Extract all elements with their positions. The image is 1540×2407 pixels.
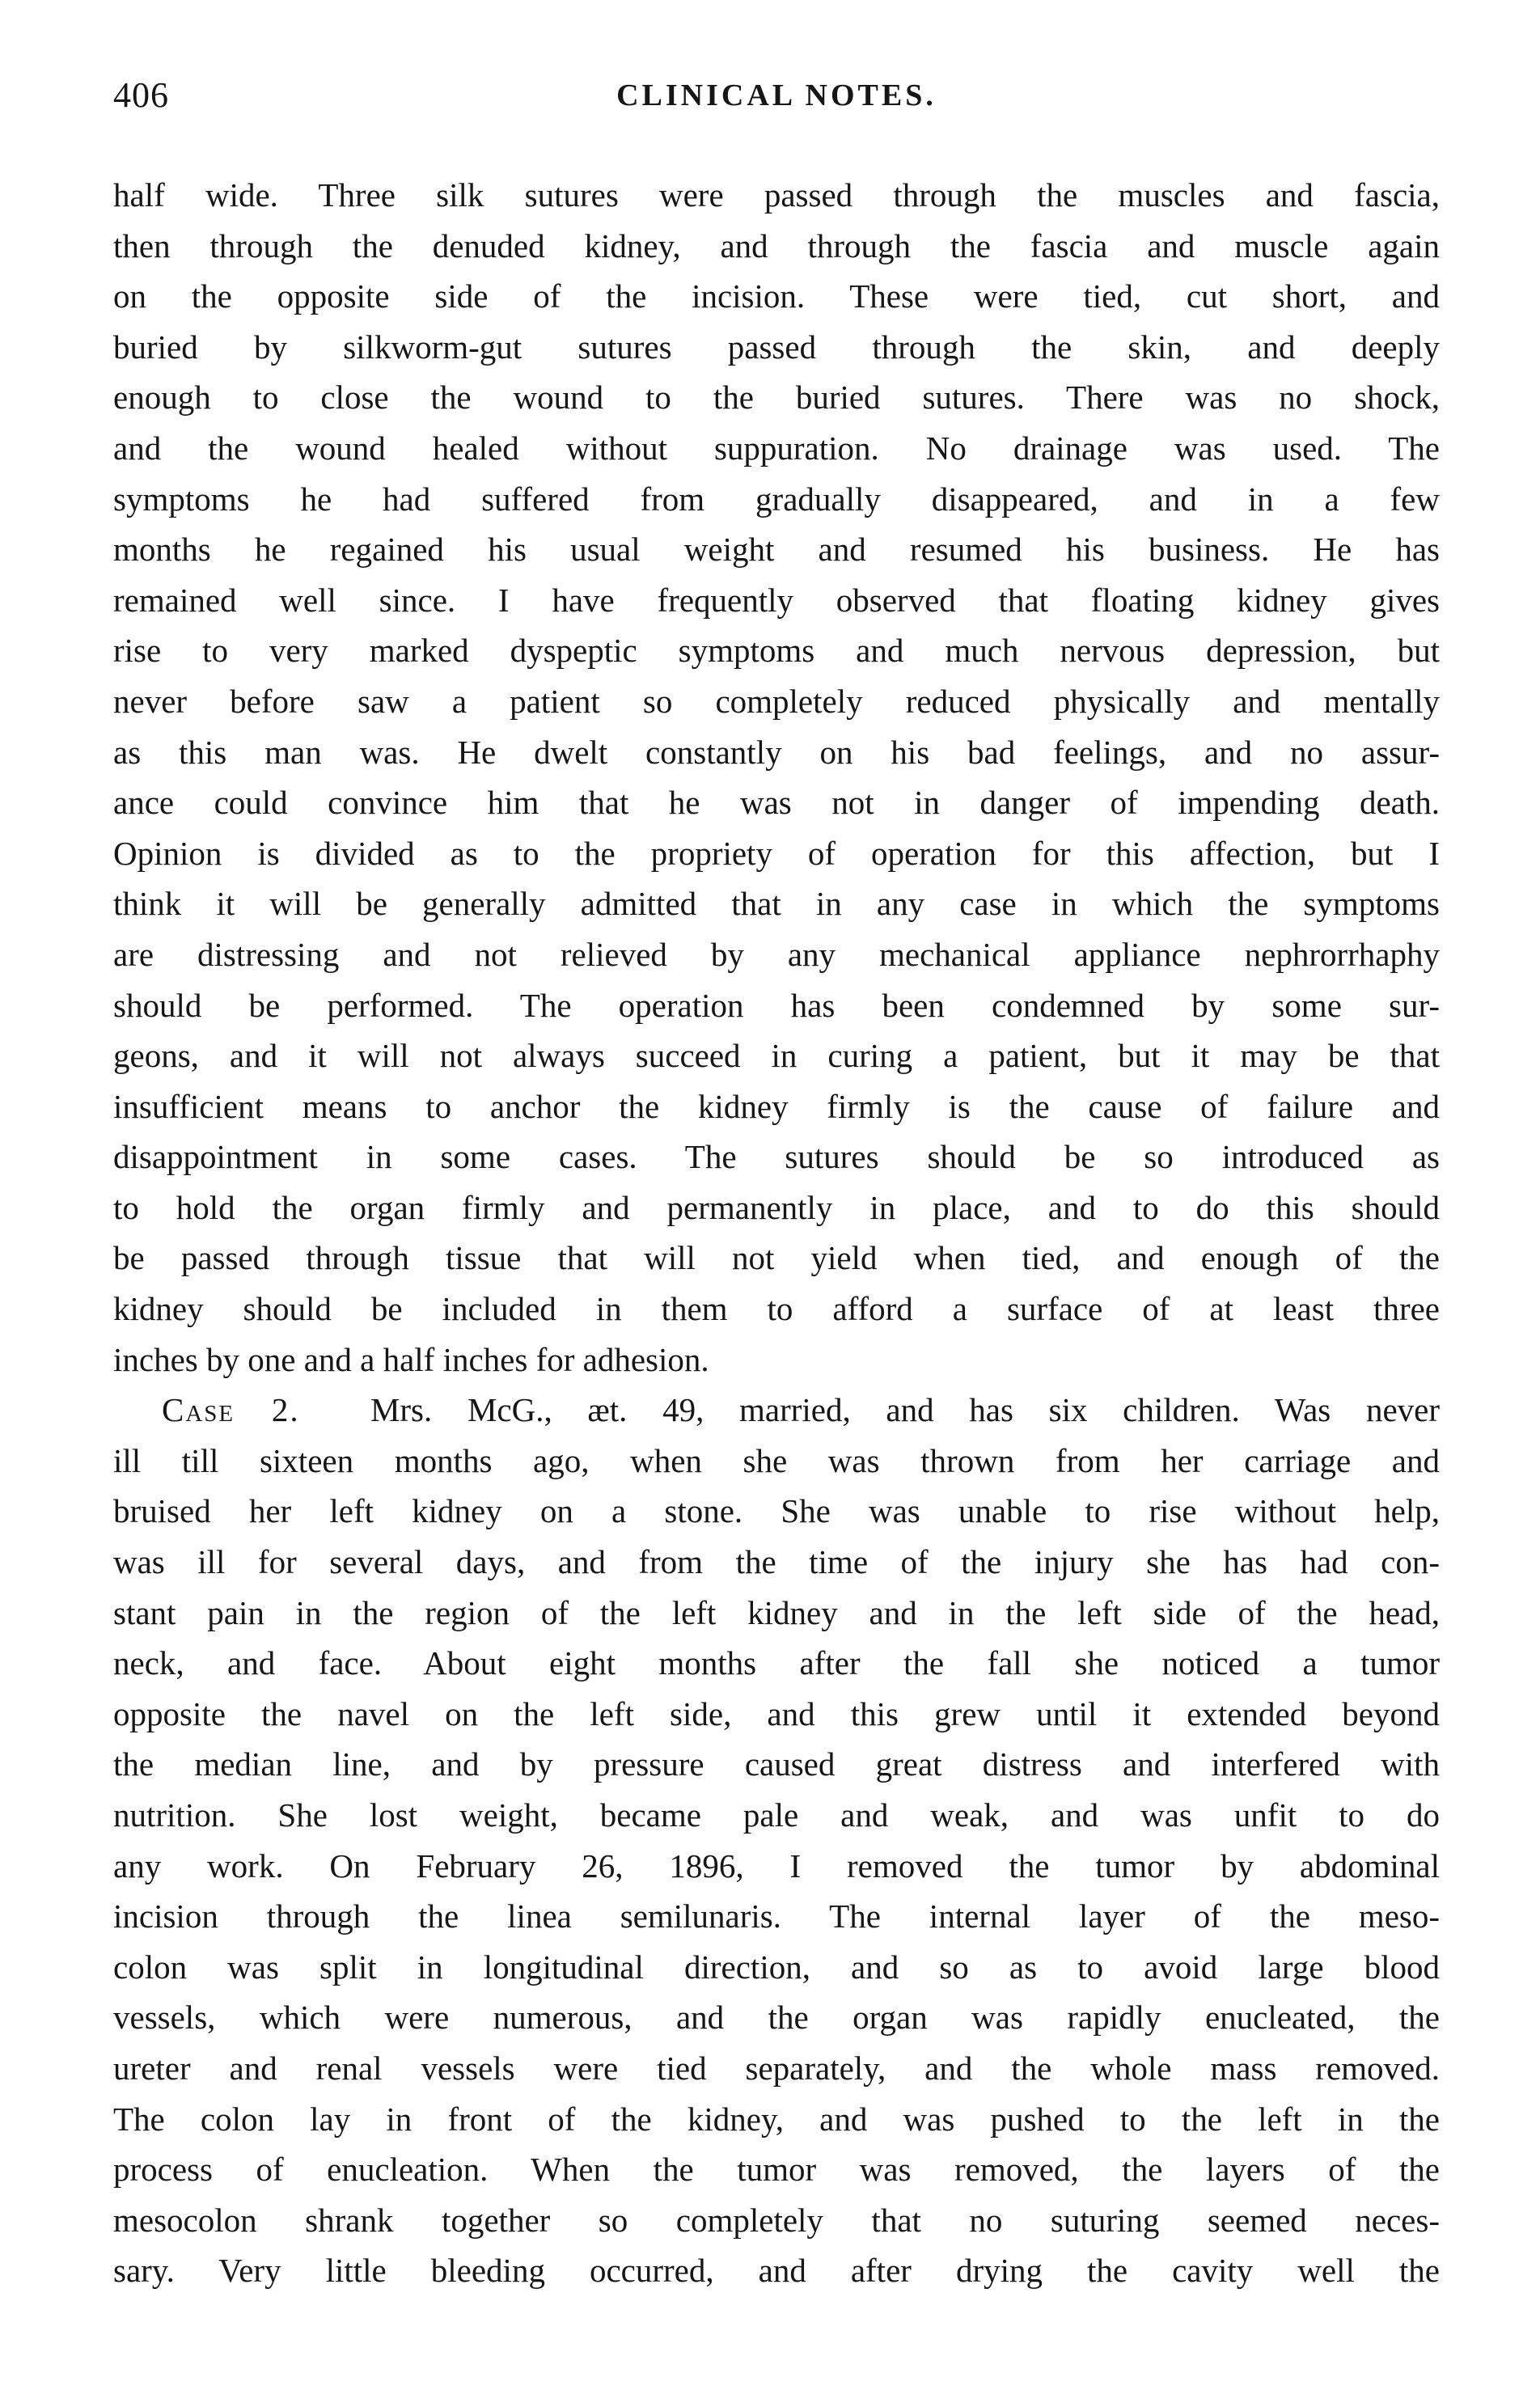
text-line: colon was split in longitudinal direction, and so as to avoid large blood [113, 1948, 1440, 1986]
text-line: ureter and renal vessels were tied separately, and the whole mass removed. [113, 2049, 1440, 2087]
text-line: on the opposite side of the incision. These were tied, cut short, and [113, 277, 1440, 315]
page-header [113, 71, 1440, 120]
text-line: then through the denuded kidney, and through the fascia and muscle again [113, 226, 1440, 264]
text-line: vessels, which were numerous, and the organ was rapidly enucleated, the [113, 1999, 1440, 2037]
text-line: never before saw a patient so completely reduced physically and mentally [113, 682, 1440, 720]
text-line: nutrition. She lost weight, became pale and weak, and was unfit to do [113, 1796, 1440, 1834]
text-line: months he regained his usual weight and resumed his business. He has [113, 531, 1440, 569]
text-line: are distressing and not relieved by any mechanical appliance nephrorrhaphy [113, 935, 1440, 973]
text-line: should be performed. The operation has been condemned by some sur- [113, 986, 1440, 1024]
text-line: and the wound healed without suppuration. No drainage was used. The [113, 429, 1440, 467]
text-line: buried by silkworm-gut sutures passed through the skin, and deeply [113, 328, 1440, 366]
text-line: stant pain in the region of the left kidney and in the left side of the head, [113, 1593, 1440, 1631]
text-line: inches by one and a half inches for adhesion. [113, 1340, 709, 1378]
running-head: CLINICAL NOTES. [616, 78, 937, 112]
text-line: rise to very marked dyspeptic symptoms and much nervous depression, but [113, 632, 1440, 670]
text-line: symptoms he had suffered from gradually disappeared, and in a few [113, 480, 1440, 518]
text-line: geons, and it will not always succeed in curing a patient, but it may be that [113, 1037, 1440, 1075]
text-line: kidney should be included in them to afford a surface of at least three [113, 1290, 1440, 1328]
text-line: the median line, and by pressure caused great distress and interfered with [113, 1745, 1440, 1783]
case-label: Case 2. [162, 1391, 300, 1429]
page-number: 406 [113, 75, 169, 115]
paragraph-case-1-continued [113, 170, 1440, 1385]
paragraph-case-2 [113, 1385, 1440, 2296]
text-line: neck, and face. About eight months after the fall she noticed a tumor [113, 1644, 1440, 1682]
text-line: enough to close the wound to the buried sutures. There was no shock, [113, 379, 1440, 417]
text-line: insufficient means to anchor the kidney firmly is the cause of failure and [113, 1087, 1440, 1125]
text-line: incision through the linea semilunaris. The internal layer of the meso- [113, 1897, 1440, 1935]
text-line: half wide. Three silk sutures were passed through the muscles and fascia, [113, 176, 1440, 214]
text-line: sary. Very little bleeding occurred, and after drying the cavity well the [113, 2252, 1440, 2290]
text-line: The colon lay in front of the kidney, and was pushed to the left in the [113, 2100, 1440, 2138]
text-line: bruised her left kidney on a stone. She was unable to rise without help, [113, 1492, 1440, 1530]
body-text [113, 170, 1440, 2296]
text-line: was ill for several days, and from the time of the injury she has had con- [113, 1543, 1440, 1581]
text-line: ill till sixteen months ago, when she was thrown from her carriage and [113, 1441, 1440, 1479]
text-line: remained well since. I have frequently observed that floating kidney gives [113, 581, 1440, 619]
text-line: be passed through tissue that will not yield when tied, and enough of the [113, 1239, 1440, 1277]
text-line: opposite the navel on the left side, and this grew until it extended beyond [113, 1694, 1440, 1732]
text-line [113, 1385, 1440, 1436]
text-line: disappointment in some cases. The sutures should be so introduced as [113, 1138, 1440, 1176]
text-line: to hold the organ firmly and permanently in place, and to do this should [113, 1188, 1440, 1226]
text-line: as this man was. He dwelt constantly on his bad feelings, and no assur- [113, 733, 1440, 771]
text-line: any work. On February 26, 1896, I removed the tumor by abdominal [113, 1846, 1440, 1885]
text-line: mesocolon shrank together so completely that no suturing seemed neces- [113, 2201, 1440, 2239]
text-line: Opinion is divided as to the propriety of operation for this affection, but I [113, 834, 1440, 872]
text-line: think it will be generally admitted that in any case in which the symptoms [113, 885, 1440, 923]
text-line: ance could convince him that he was not in danger of impending death. [113, 784, 1440, 822]
case-intro-text: Mrs. McG., æt. 49, married, and has six children. Was never [370, 1391, 1440, 1429]
text-line: process of enucleation. When the tumor was removed, the layers of the [113, 2151, 1440, 2189]
